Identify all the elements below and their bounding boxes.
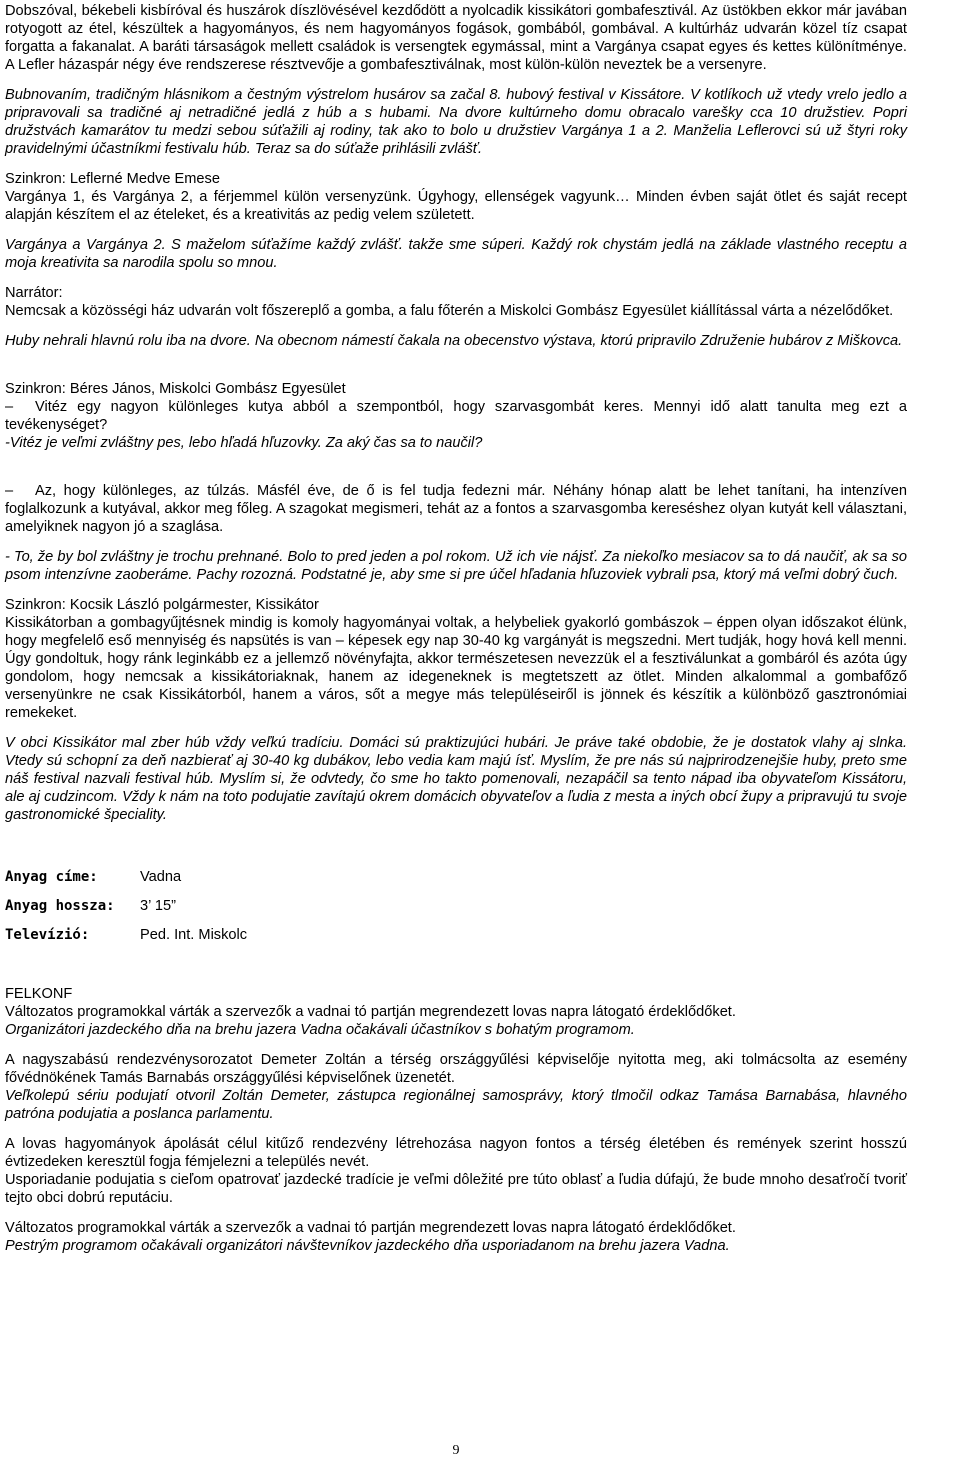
paragraph-mayor-sk: V obci Kissikátor mal zber húb vždy veľkú tradíciu. Domáci sú praktizujúci hubári. Je práve také obdobie, že je dostatok vlahy aj slnka. Vtedy sú schopní za deň nazbierať aj 30-40 kg dubákov, lebo vedia kam majú ísť. Myslím, že pre nás sú najprirodzenejšie huby, preto sme náš festival nazvali festival húb. Myslím si, že odvtedy, čo sme ho takto pomenovali, nezapáčil sa tento nápad iba obyvateľom Kissátoru, ale aj cudzincom. Vždy k nám na toto podujatie zavítajú okrem domácich obyvateľov a ľudia z mesta a iných obcí župy a pripravujú tu svoje gastronomické špeciality. [5, 735, 907, 823]
synchron-speaker-3: Szinkron: Kocsik László polgármester, Kissikátor [5, 597, 319, 613]
television-label: Televízió: [5, 926, 90, 943]
paragraph-intro-sk: Bubnovaním, tradičným hlásnikom a čestným výstrelom husárov sa začal 8. hubový festival v Kissátore. V kotlíkoch už vtedy vrelo jedlo a pripravovali sa tradičné aj netradičné jedlá z húb a s hubami. Na dvore kultúrneho domu obracalo varešky cca 10 družstiev. Popri družstvách kamarátov tu medzi sebou súťažili aj rodiny, tak ako to bolo u družstiev Vargánya 1 a 2. Manželia Leflerovci sú už štyri roky pravidelnými účastníkmi festivalu húb. Teraz sa do súťaže prihlásili zvlášť. [5, 87, 907, 157]
material-length-value: 3’ 15” [140, 897, 176, 914]
material-length-row [5, 891, 525, 920]
material-title-label: Anyag címe: [5, 868, 98, 885]
paragraph-narrator-hu: Nemcsak a közösségi ház udvarán volt főszereplő a gomba, a falu főterén a Miskolci Gombász Egyesület kiállítással várta a nézelődőket. [5, 303, 894, 319]
television-row [5, 920, 525, 949]
felkonf-sk-2: Veľkolepú sériu podujatí otvoril Zoltán Demeter, zástupca regionálnej samosprávy, ktorý tlmočil odkaz Tamása Barnabása, hlavného patróna podujatia a poslanca parlamentu. [5, 1088, 907, 1122]
answer-sk: - To, že by bol zvláštny je trochu prehnané. Bolo to pred jeden a pol rokom. Už ich vie nájsť. Za niekoľko mesiacov sa to dá naučiť, ak sa so psom intenzívne zaoberáme. Pachy rozozná. Podstatné je, aby sme si pre účel hľadania hľuzoviek vybrali psa, ktorý má veľmi dobrý čuch. [5, 549, 907, 583]
question-hu: – Vitéz egy nagyon különleges kutya abból a szempontból, hogy szarvasgombát keres. Mennyi idő alatt tanulta meg ezt a tevékenységet? [5, 399, 907, 433]
felkonf-sk-4: Pestrým programom očakávali organizátori návštevníkov jazdeckého dňa usporiadanom na brehu jazera Vadna. [5, 1238, 730, 1254]
paragraph-intro-hu: Dobszóval, békebeli kisbíróval és huszárok díszlövésével kezdődött a nyolcadik kissikátori gombafesztivál. Az üstökben ekkor már javában rotyogott az étel, készültek a hagyományos, és nem hagyományos fogások, gombából, gombával. A kultúrház udvarán közel tíz csapat forgatta a fakanalat. A baráti társaságok mellett családok is versengtek egymással, mint a Vargánya csapat egyes és kettes különítménye. A Lefler házaspár négy éve rendszerese résztvevője a gombafesztiválnak, most külön-külön neveztek be a versenyre. [5, 3, 907, 73]
paragraph-mayor-hu: Kissikátorban a gombagyűjtésnek mindig is komoly hagyományai voltak, a helybeliek gyakorló gombászok – éppen olyan időszakot élünk, hogy megfelelő eső mennyiség és napsütés is van – képesek egy nap 30-40 kg vargányát is megszedni. Mert tudják, hogy hová kell menni. Úgy gondoltuk, hogy ránk leginkább ez a jellemző növényfajta, akkor természetesen nevezzük el a fesztiválunkat a gombáról és azóta úgy gondolom, hogy nemcsak a kissikátoriaknak, hanem az idegeneknek is megtetszett az ötlet. Minden alkalommal a gombafőző versenyünkre ne csak Kissikátorból, hanem a város, sőt a megye más településeiről is jönnek és készítik a különböző gasztronómiai remekeket. [5, 615, 907, 721]
material-title-value: Vadna [140, 868, 182, 885]
paragraph-speaker-1-hu: Vargánya 1, és Vargánya 2, a férjemmel külön versenyzünk. Úgyhogy, ellenségek vagyunk… Minden évben saját ötlet és saját recept alapján készítem el az ételeket, és a kreativitás az pedig velem született. [5, 189, 907, 223]
narrator-label: Narrátor: [5, 285, 63, 301]
felkonf-hu-4: Változatos programokkal várták a szervezők a vadnai tó partján megrendezett lovas napra látogató érdeklődőket. [5, 1220, 736, 1236]
felkonf-sk-1: Organizátori jazdeckého dňa na brehu jazera Vadna očakávali účastníkov s bohatým programom. [5, 1022, 635, 1038]
material-length-label: Anyag hossza: [5, 897, 115, 914]
material-info-table [5, 862, 525, 949]
synchron-speaker-2: Szinkron: Béres János, Miskolci Gombász Egyesület [5, 381, 346, 397]
page-number: 9 [452, 1443, 460, 1458]
felkonf-hu-1: Változatos programokkal várták a szervezők a vadnai tó partján megrendezett lovas napra látogató érdeklődőket. [5, 1004, 736, 1020]
paragraph-narrator-sk: Huby nehrali hlavnú rolu iba na dvore. Na obecnom námestí čakala na obecenstvo výstava, ktorú pripravilo Združenie hubárov z Miškovca. [5, 333, 903, 349]
felkonf-hu-3: A lovas hagyományok ápolását célul kitűző rendezvény létrehozása nagyon fontos a térség életében és remények szerint hosszú évtizedeken keresztül fogja fémjelezni a település nevét. [5, 1136, 907, 1170]
felkonf-heading: FELKONF [5, 986, 73, 1002]
question-sk: -Vitéz je veľmi zvláštny pes, lebo hľadá hľuzovky. Za aký čas sa to naučil? [5, 435, 483, 451]
document-page [5, 2, 907, 1255]
felkonf-sk-3: Usporiadanie podujatia s cieľom opatrovať jazdecké tradície je veľmi dôležité pre túto oblasť a ľudia dúfajú, že bude mnoho desaťročí tvoriť tejto obci dobrú reputáciu. [5, 1172, 907, 1206]
television-value: Ped. Int. Miskolc [140, 926, 248, 943]
synchron-speaker-1: Szinkron: Leflerné Medve Emese [5, 171, 220, 187]
answer-hu: – Az, hogy különleges, az túlzás. Másfél éve, de ő is fel tudja fedezni már. Néhány hónap alatt be lehet tanítani, ha intenzíven foglalkozunk a kutyával, akkor meg főleg. A szagokat megismeri, tehát az a fontos a szarvasgomba kereséshez olyan kutyát kell választani, amelyiknek nagyon jó a szaglása. [5, 483, 907, 535]
paragraph-speaker-1-sk: Vargánya a Vargánya 2. S mažel​om súťažíme každý zvlášť. takže sme súperi. Každý rok chystám jedlá na základe vlastného receptu a moja kreativita sa narodila spolu so mnou. [5, 237, 907, 271]
felkonf-hu-2: A nagyszabású rendezvénysorozatot Demeter Zoltán a térség országgyűlési képviselője nyitotta meg, aki tolmácsolta az esemény fővédnökének Tamás Barnabás országgyűlési képviselőnek üzenetét. [5, 1052, 907, 1086]
answer-hu-text: Az, hogy különleges, az túlzás. Másfél éve, de ő is fel tudja fedezni már. Néhány hónap alatt be lehet tanítani, ha intenzíven foglalkozunk a kutyával, akkor meg főleg. A szagokat megismeri, tehát az a fontos a szarvasgomba kereséshez olyan kutyát kell választani, amelyiknek nagyon jó a szaglása. [5, 483, 907, 535]
question-hu-text: Vitéz egy nagyon különleges kutya abból a szempontból, hogy szarvasgombát keres. Mennyi idő alatt tanulta meg ezt a tevékenységet? [5, 399, 907, 433]
material-title-row [5, 862, 525, 891]
